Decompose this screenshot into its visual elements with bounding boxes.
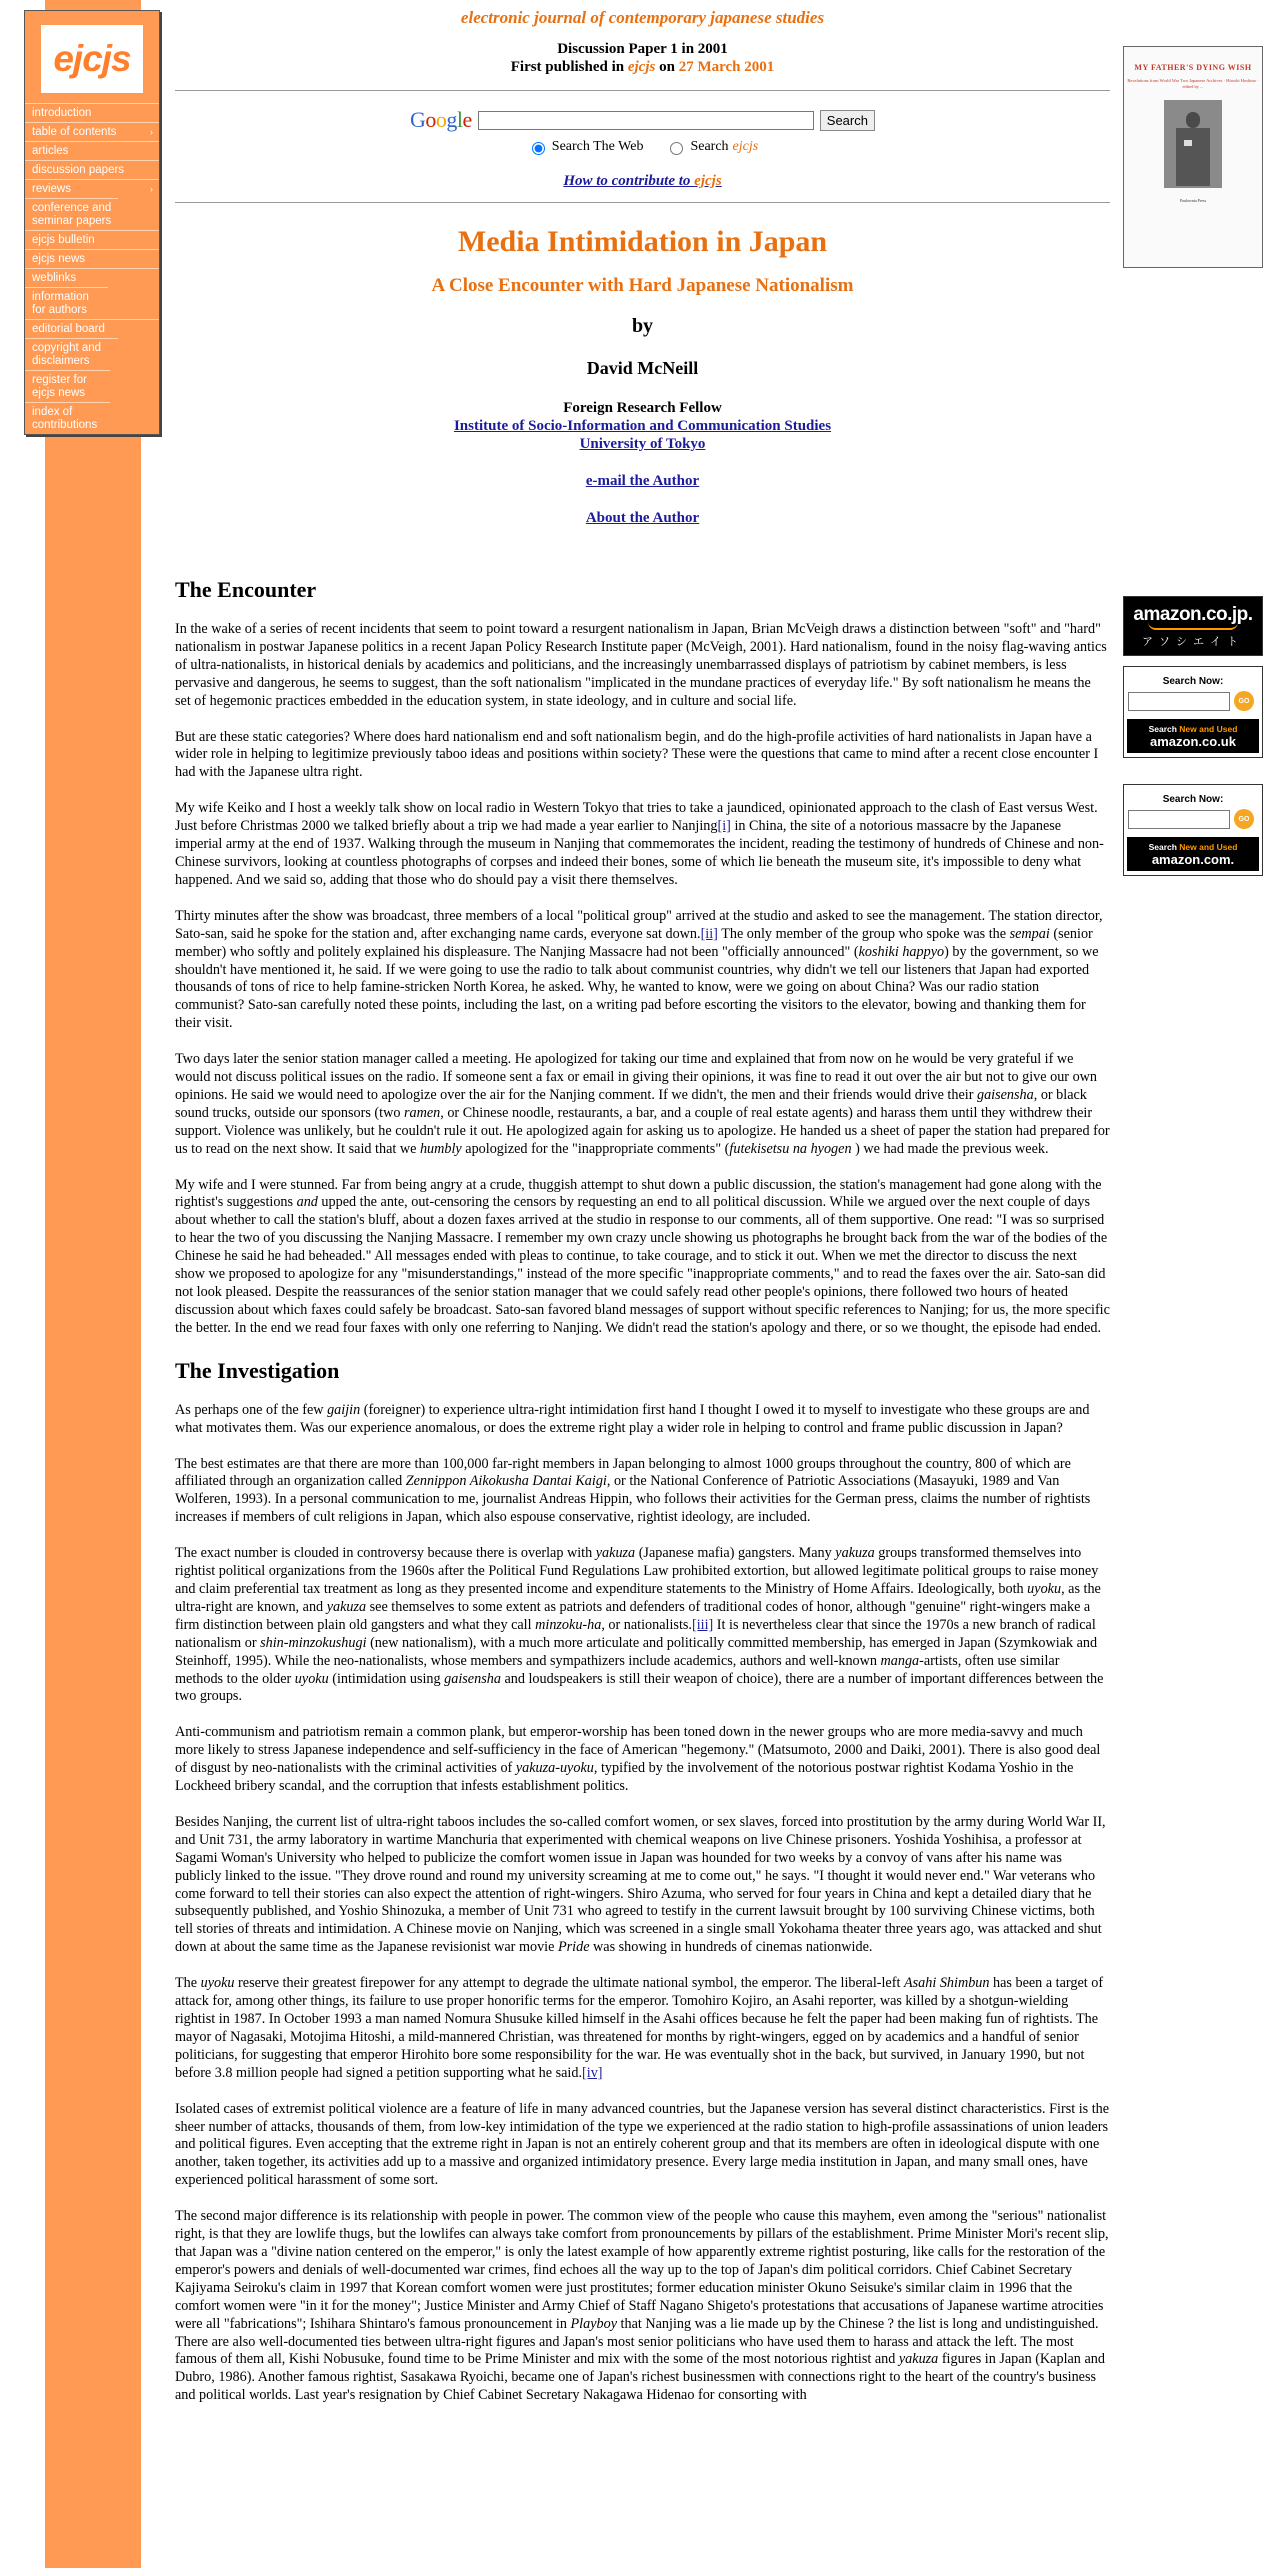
book-title: MY FATHER'S DYING WISH <box>1134 63 1252 72</box>
paragraph <box>175 1456 1110 1528</box>
google-logo: Google <box>410 107 472 132</box>
sidebar-item-conference-papers[interactable] <box>25 198 118 230</box>
sidebar-item-label: weblinks <box>32 272 77 284</box>
amazon-uk-banner[interactable] <box>1127 719 1259 753</box>
paragraph <box>175 1814 1110 1957</box>
text-span: The only member of the group who spoke was the <box>717 925 1010 942</box>
amazon-uk-search-widget <box>1123 666 1263 758</box>
italic-term: futekisetsu na hyogen <box>729 1140 852 1157</box>
published-line <box>175 58 1110 76</box>
search-site-label: Search <box>690 139 729 154</box>
email-author-link[interactable]: e-mail the Author <box>585 473 700 489</box>
published-on: on <box>659 59 675 75</box>
sidebar-item-introduction[interactable] <box>25 103 159 122</box>
paper-line: Discussion Paper 1 in 2001 <box>557 41 728 57</box>
book-photo <box>1164 100 1222 188</box>
italic-term: gaijin <box>327 1401 361 1418</box>
text-span: It is nevertheless clear that since the 1970s a new branch of radical nationalism or <box>175 1616 1096 1651</box>
chevron-right-icon: › <box>150 184 153 194</box>
sidebar-item-label: editorial board <box>32 323 105 335</box>
sidebar-item-label: table of contents <box>32 126 117 138</box>
sidebar-item-label: register for ejcjs news <box>32 374 87 399</box>
sidebar-nav <box>24 10 160 435</box>
search-site-option[interactable] <box>665 139 758 155</box>
sidebar-item-news[interactable] <box>25 249 159 268</box>
go-button[interactable]: GO <box>1234 809 1254 829</box>
section-heading-encounter: The Encounter <box>175 577 317 602</box>
text-span: was showing in hundreds of cinemas nationwide. <box>589 1939 873 1956</box>
italic-term: Asahi Shimbun <box>903 1975 990 1992</box>
section-heading-investigation: The Investigation <box>175 1357 340 1383</box>
text-span: , or the National Conference of Patriotic Associations (Masayuki, 1989 and Van Wolferen, 1993). In a personal communication to me, journalist Andreas Hippin, who follows their activities for the German press, claims the number of rightists increases if members of cult religions in Japan, which also espouse conservative, rightist ideology, are included. <box>175 1473 1091 1526</box>
text-span: , as the ultra-right are known, and <box>175 1580 1101 1615</box>
ejcjs-logo[interactable] <box>41 25 143 93</box>
paragraph: Isolated cases of extremist political violence are a feature of life in many advanced countries, but the Japanese version has several distinct characteristics. First is the sheer number of attacks, thousands of them, from low-key intimidation of the type we experienced at the radio station to high-profile assassinations of union leaders and political figures. Even accepting that the extreme right in Japan is not an entirely coherent group and that its members are often in ideological dispute with one another, taken together, its activities add up to a massive and organized intimidatory presence. Every large media institution in Japan, and many small ones, have experienced political harassment of some sort. <box>175 2100 1110 2189</box>
amazon-com-search-input[interactable] <box>1128 810 1230 829</box>
search-now-label: Search Now: <box>1162 676 1224 687</box>
sidebar-item-editorial-board[interactable] <box>25 319 159 338</box>
italic-term: sempai <box>1009 925 1050 942</box>
sidebar-item-label: ejcjs bulletin <box>32 234 95 246</box>
paragraph <box>175 1051 1110 1158</box>
text-span: ) by the government, so we shouldn't have mentioned it, he said. If we were going to use the radio to talk about communist countries, why didn't we tell our listeners that Japan had exported thousands of tons of rice to help famine-stricken North Korea, he asked. Why, he wanted to know, were we going on about China? Was our radio station communist? Sato-san carefully noted these points, including the last, on a writing pad before escorting the visitors to the elevator, bowing and thanking them for their visit. <box>175 943 1099 1032</box>
paragraph <box>175 1724 1110 1796</box>
text-span: As perhaps one of the few <box>175 1401 328 1418</box>
sidebar-item-label: introduction <box>32 107 92 119</box>
search-button[interactable]: Search <box>820 110 875 131</box>
amazon-com-banner[interactable] <box>1127 837 1259 871</box>
sidebar-item-label: conference and seminar papers <box>32 202 112 227</box>
about-author-link[interactable]: About the Author <box>585 510 700 526</box>
author-position: Foreign Research Fellow <box>563 400 722 416</box>
text-span: groups transformed themselves into rightist political organizations from the 1960s after the Political Fund Regulations Law prohibited extortion, but allowed legitimate political groups to raise money and claim preferential tax treatment as long as they presented income and expenditure statements to the Ministry of Home Affairs. Ideologically, both <box>175 1545 1099 1597</box>
main-content <box>175 0 1110 2405</box>
published-date: 27 March 2001 <box>678 59 775 75</box>
banner-tagline <box>1149 724 1238 734</box>
book-cover-ad[interactable] <box>1123 46 1263 268</box>
italic-term: ramen <box>403 1104 441 1121</box>
sidebar-item-reviews[interactable] <box>25 179 159 198</box>
text-span: has been a target of attack for, among other things, its failure to use proper honorific terms for the emperor. Tomohiro Kojiro, an Asahi reporter, was killed by a shotgun-wielding rightist in 1987. In October 1993 a man named Nomura Shusuke killed himself in the Asahi offices because he felt the paper had been making fun of rightists. The mayor of Nagasaki, Motojima Hitoshi, a mild-mannered Christian, was threatened for months by right-wingers, egged on by academics and a handful of senior politicians, for suggesting that emperor Hirohito bore some responsibility for the war. He was eventually shot in the back, but survived, in January 1990, but not before 3.8 million people had signed a petition supporting what he said. <box>175 1975 1104 2081</box>
text-span: Thirty minutes after the show was broadcast, three members of a local "political group" arrived at the studio and asked to see the management. The station director, Sato-san, said he spoke for the station and, after exchanging name cards, everyone sat down. <box>175 907 1103 942</box>
amazon-smile-icon <box>1148 622 1238 630</box>
paragraph: In the wake of a series of recent incidents that seem to point toward a resurgent nationalism in Japan, Brian McVeigh draws a distinction between "soft" and "hard" nationalism in postwar Japanese politics in a recent Japan Policy Research Institute paper (McVeigh, 2001). Hard nationalism, found in the noisy flag-waving antics of ultra-nationalists, in historical denials by academics and politicians, and the increasingly unembarrassed displays of patriotism by cabinet members, is less pervasive and dangerous, he seems to suggest, than the soft nationalism "implicated in the mundane practices of everyday life." By soft nationalism he means the set of hegemonic practices embedded in the education system, in state ideology, and in culture and social life. <box>175 621 1107 709</box>
italic-term: gaisensha <box>444 1670 501 1687</box>
contribute-journal: ejcjs <box>694 173 722 189</box>
sidebar-item-label: index of contributions <box>32 406 98 431</box>
text-span: figures in Japan (Kaplan and Dubro, 1986). Another famous rightist, Sasakawa Ryoichi, became one of Japan's richest businessmen with connections right to the heart of the country's business and political worlds. Last year's resignation by Chief Cabinet Secretary Nakagawa Hidenao for consorting with <box>175 2351 1105 2404</box>
text-span: see themselves to some extent as patriots and defenders of traditional codes of honor, although "genuine" right-wingers make a firm distinction between plain old gangsters and what they call <box>175 1598 1091 1633</box>
search-site-radio[interactable] <box>670 142 683 155</box>
text-span: Besides Nanjing, the current list of ultra-right taboos includes the so-called comfort women, or sex slaves, forced into prostitution by the army during World War II, and Unit 731, the army laboratory in wartime Manchuria that experimented with chemical weapons on live Chinese prisoners. Yoshida Yoshihisa, a professor at Sagami Woman's University who helped to publicize the comfort women issue in Japan was hounded for two weeks by a convoy of vans after his name was publicly linked to the issue. "They drove round and round my university screaming at me to come out," he says. "I thought it would never end." War veterans who come forward to tell their stories can also expect the attention of right-wingers. Shiro Azuma, who served for four years in China and kept a detailed diary that he subsequently published, and Yoshio Shinozuka, a member of Unit 731 who agreed to testify in the current lawsuit brought by 100 surviving Chinese victims, both tell stories of threats and intimidation. A Chinese movie on Nanjing, which was screened in a single small Yokohama theater three years ago, was attacked and shut down at about the same time as the Japanese revisionist war movie <box>175 1813 1106 1956</box>
sidebar-item-label: ejcjs news <box>32 253 86 265</box>
paragraph <box>175 800 1110 890</box>
italic-term: uyoku <box>1027 1580 1062 1597</box>
footnote-link-iii[interactable]: [iii] <box>691 1616 714 1633</box>
text-span: apologized for the "inappropriate comments" ( <box>461 1140 730 1157</box>
italic-term: shin-minzokushugi <box>260 1634 367 1651</box>
banner-tagline-a: Search <box>1148 841 1180 852</box>
text-span: in China, the site of a notorious massacre by the Japanese imperial army at the end of 1937. Walking through the museum in Nanjing that commemorates the incident, reading the testimony of hundreds of Chinese and non-Chinese survivors, looking at countless photographs of corpses and indeed their bones, some of which lie beneath the museum site, it's impossible to deny what happened. And we said so, adding that those who do should pay a visit there themselves. <box>175 818 1104 888</box>
book-publisher: Paulownia Press <box>1179 198 1207 203</box>
amazon-jp-associate-banner[interactable] <box>1123 596 1263 656</box>
text-span: , or nationalists. <box>601 1616 692 1633</box>
amazon-uk-search-input[interactable] <box>1128 692 1230 711</box>
text-span: The best estimates are that there are more than 100,000 far-right members in Japan belonging to almost 1000 groups throughout the country, 800 of which are affiliated through an organization called <box>175 1455 1071 1490</box>
paragraph <box>175 908 1110 1033</box>
contribute-link-row <box>175 173 1110 190</box>
italic-term: Pride <box>557 1939 590 1956</box>
italic-term: and <box>296 1194 318 1211</box>
italic-term: gaisensha <box>976 1086 1034 1103</box>
amazon-com-logo: amazon.com. <box>1151 851 1235 867</box>
article-subtitle: A Close Encounter with Hard Japanese Nationalism <box>431 275 854 296</box>
text-span: , or Chinese noodle, restaurants, a bar, and a couple of real estate agents) and harass them until they withdrew their support. Violence was unlikely, but he couldn't rule it out. He apologized again for asking us to apologize. He handed us a sheet of paper the station had prepared for us to read on the next show. It said that we <box>175 1104 1110 1157</box>
italic-term: uyoku <box>294 1670 329 1687</box>
footnote-link-i[interactable]: [i] <box>717 818 731 835</box>
institute-link[interactable]: Institute of Socio-Information and Communication Studies <box>453 418 832 434</box>
paragraph <box>175 1545 1110 1706</box>
journal-title: electronic journal of contemporary japanese studies <box>460 8 825 27</box>
paragraph <box>175 2208 1110 2405</box>
amazon-uk-logo: amazon.co.uk <box>1150 733 1236 749</box>
sidebar-item-register[interactable] <box>25 370 110 402</box>
by-line: by <box>631 315 654 337</box>
paragraph <box>175 1402 1110 1438</box>
text-span: (intimidation using <box>328 1670 445 1687</box>
published-journal: ejcjs <box>627 59 656 75</box>
university-link[interactable]: University of Tokyo <box>579 436 706 452</box>
banner-tagline <box>1149 842 1238 852</box>
footnote-link-ii[interactable]: [ii] <box>700 925 718 942</box>
italic-term: humbly <box>419 1140 462 1157</box>
sidebar-item-label: copyright and disclaimers <box>32 342 102 367</box>
paragraph <box>175 1975 1110 2082</box>
italic-term: yakuza <box>898 2351 939 2368</box>
text-span: (senior member) who softly and politely explained his displeasure. The Nanjing Massacre had not been "officially announced" ( <box>175 925 1093 960</box>
footnote-link-iv[interactable]: [iv] <box>582 2064 603 2081</box>
sidebar-item-label: articles <box>32 145 69 157</box>
search-scope <box>175 139 1110 155</box>
go-button[interactable]: GO <box>1234 691 1254 711</box>
amazon-jp-kana: アソシエイト <box>1142 635 1244 648</box>
text-span: (Japanese mafia) gangsters. Many <box>635 1545 836 1562</box>
text-span: reserve their greatest firepower for any attempt to degrade the ultimate national symbol, the emperor. The liberal-left <box>234 1975 904 1992</box>
logo-text: ejcjs <box>53 38 131 79</box>
text-span: Two days later the senior station manager called a meeting. He apologized for taking our time and explained that from now on he would be very grateful if we would not discuss political issues on the radio. If someone sent a fax or email in giving their opinions, it was fine to read it out over the air but not to give our own opinions. He said we would need to apologize over the air for the Nanjing comment. If we didn't, the men and their friends would drive their <box>175 1051 1098 1103</box>
search-web-radio[interactable] <box>532 142 545 155</box>
search-web-option[interactable] <box>527 139 644 155</box>
banner-tagline-b: New and Used <box>1179 723 1238 734</box>
contribute-link[interactable] <box>563 173 721 189</box>
search-web-label: Search The Web <box>551 139 644 154</box>
sidebar-item-bulletin[interactable] <box>25 230 159 249</box>
sidebar-item-label: discussion papers <box>32 164 125 176</box>
italic-term: koshiki happyo <box>858 943 945 960</box>
banner-tagline-b: New and Used <box>1179 841 1238 852</box>
published-prefix: First published in <box>510 59 625 75</box>
divider <box>175 90 1110 91</box>
text-span: Anti-communism and patriotism remain a common plank, but emperor-worship has been toned down in the newer groups who are more media-savvy and much more likely to stress Japanese independence and self-sufficiency in the face of American "hegemony." (Matsumoto, 2000 and Daiki, 2001). There is also good deal of disgust by neo-nationalists with the criminal activities of <box>175 1724 1101 1777</box>
text-span: ) we had made the previous week. <box>851 1140 1049 1157</box>
search-site-name: ejcjs <box>732 139 759 154</box>
search-now-label: Search Now: <box>1162 794 1224 805</box>
sidebar-item-articles[interactable] <box>25 141 159 160</box>
divider <box>175 202 1110 203</box>
italic-term: yakuza <box>326 1598 367 1615</box>
italic-term: yakuza <box>595 1545 636 1562</box>
sidebar-item-information-for-authors[interactable] <box>25 287 108 319</box>
chevron-right-icon: › <box>150 127 153 137</box>
italic-term: Zennippon Aikokusha Dantai Kaigi <box>405 1473 607 1490</box>
paragraph: But are these static categories? Where does hard nationalism end and soft nationalism begin, and do the high-profile activities of hard nationalists in Japan have a wider role in helping to legitimize previously taboo ideas and positions within society? These were the questions that came to mind after a recent close encounter I had with the Japanese ultra right. <box>175 728 1099 781</box>
amazon-com-search-widget <box>1123 784 1263 876</box>
sidebar-item-label: information for authors <box>32 291 89 316</box>
text-span: -artists, often use similar methods to the older <box>175 1652 1060 1687</box>
text-span: My wife Keiko and I host a weekly talk show on local radio in Western Tokyo that tries to take a jaundiced, opinionated approach to the clash of East versus West. Just before Christmas 2000 we talked briefly about a trip we had made a year earlier to Nanjing <box>175 800 1098 835</box>
author-affiliation <box>175 399 1110 453</box>
banner-tagline-a: Search <box>1148 723 1180 734</box>
google-search-form <box>175 107 1110 133</box>
text-span: , or black sound trucks, outside our sponsors (two <box>175 1086 1087 1121</box>
italic-term: Playboy <box>570 2315 617 2332</box>
text-span: (foreigner) to experience ultra-right intimidation first hand I thought I owed it to myself to investigate who these groups are and what motivates them. Was our experience anomalous, or does the extreme right play a wider role in helping to control and frame public discussion in Japan? <box>175 1401 1090 1436</box>
italic-term: minzoku-ha <box>535 1616 602 1633</box>
text-span: The second major difference is its relationship with people in power. The common view of the people who cause this mayhem, even among the "serious" nationalist right, is that they are lowlife thugs, but the lowlifes can always take comfort from pronouncements by pillars of the establishment. Prime Minister Mori's recent slip, that Japan was a "divine nation centered on the emperor," is only the latest example of how apparently extreme rightist posturing, like calls for the restoration of the emperor's powers and denials of well-documented war crimes, find echoes all the way up to the top of Japan's dim political corridors. Chief Cabinet Secretary Kajiyama Seiroku's claim in 1997 that Korean comfort women were just prostitutes; former education minister Okuno Seisuke's similar claim in 1996 that the comfort women were "in it for the money"; Justice Minister and Army Chief of Staff Nagano Shigeto's protestations that accusations of Japanese wartime atrocities were all "fabrications"; Ishihara Shintaro's famous pronouncement in <box>175 2208 1109 2332</box>
sidebar-item-weblinks[interactable] <box>25 268 159 287</box>
italic-term: yakuza <box>835 1545 875 1562</box>
sidebar-item-discussion-papers[interactable] <box>25 160 159 179</box>
text-span: upped the ante, out-censoring the censors by requesting an end to all political discussion. While we argued over the next couple of days about whether to call the station's bluff, about a dozen faxes arrived at the studio in response to our comments, all of them supportive. One read: "I was so surprised to hear the two of you discussing the Nanjing Massacre. I remember my own crazy uncle showing us photographs he brought back from the war of the bodies of the Chinese he said he had beheaded." All messages ended with pleas to continue, to take courage, and to stick it out. When we met the director to discuss the next show we proposed to apologize for any "misunderstandings," instead of the more specific "inappropriate comments," and to read the faxes over the air. Sato-san did not look pleased. Despite the reassurances of the senior station manager that we could safely read other people's opinions, there followed two hours of heated discussion about which faxes could safely be broadcast. Sato-san favored bland messages of support without specific references to Nanjing; for us, the more specific the better. In the end we read four faxes with only one referring to Nanjing. We didn't read the station's apology and there, or so we thought, the episode had ended. <box>175 1194 1110 1336</box>
italic-term: manga <box>880 1652 920 1669</box>
author-name: David McNeill <box>586 358 699 378</box>
article-title: Media Intimidation in Japan <box>457 225 828 258</box>
italic-term: uyoku <box>200 1975 235 1992</box>
sidebar-item-table-of-contents[interactable] <box>25 122 159 141</box>
text-span: (new nationalism), with a much more articulate and politically committed membership, has emerged in Japan (Szymkowiak and Steinhoff, 1995). While the neo-nationalists, whose members and sympathizers include academics, authors and well-known <box>175 1634 1098 1669</box>
text-span: My wife and I were stunned. Far from being angry at a crude, thuggish attempt to shut down a public discussion, the station's management had gone along with the rightist's suggestions <box>175 1176 1102 1211</box>
text-span: that Nanjing was a lie made up by the Chinese ? the list is long and undistinguished. There are also well-documented ties between ultra-right figures and Japan's most senior politicians who have used them to harass and attack the left. The most famous of them all, Kishi Nobusuke, found time to be Prime Minister and mix with the some of the most notorious rightist and <box>175 2315 1099 2368</box>
amazon-jp-logo: amazon.co.jp. <box>1133 603 1253 625</box>
text-span: and loudspeakers is still their weapon of choice), there are a number of important differences between the two groups. <box>175 1670 1104 1705</box>
search-input[interactable] <box>478 111 814 130</box>
text-span: The <box>175 1975 201 1992</box>
sidebar-item-copyright[interactable] <box>25 338 118 370</box>
contribute-text: How to contribute to <box>563 173 691 189</box>
sidebar-item-label: reviews <box>32 183 71 195</box>
text-span: The exact number is clouded in controversy because there is overlap with <box>175 1545 596 1562</box>
sidebar-item-index[interactable] <box>25 402 110 434</box>
paper-info <box>175 40 1110 76</box>
italic-term: yakuza-uyoku <box>515 1760 594 1777</box>
text-span: , typified by the involvement of the notorious postwar rightist Kodama Yoshio in the Lockheed bribery scandal, and the corruption that infests establishment politics. <box>175 1760 1074 1795</box>
paragraph <box>175 1177 1110 1338</box>
book-credits: Revelations from World War Two Japanese Archives · Hiroshi Hoshino · edited by ... <box>1127 78 1259 89</box>
